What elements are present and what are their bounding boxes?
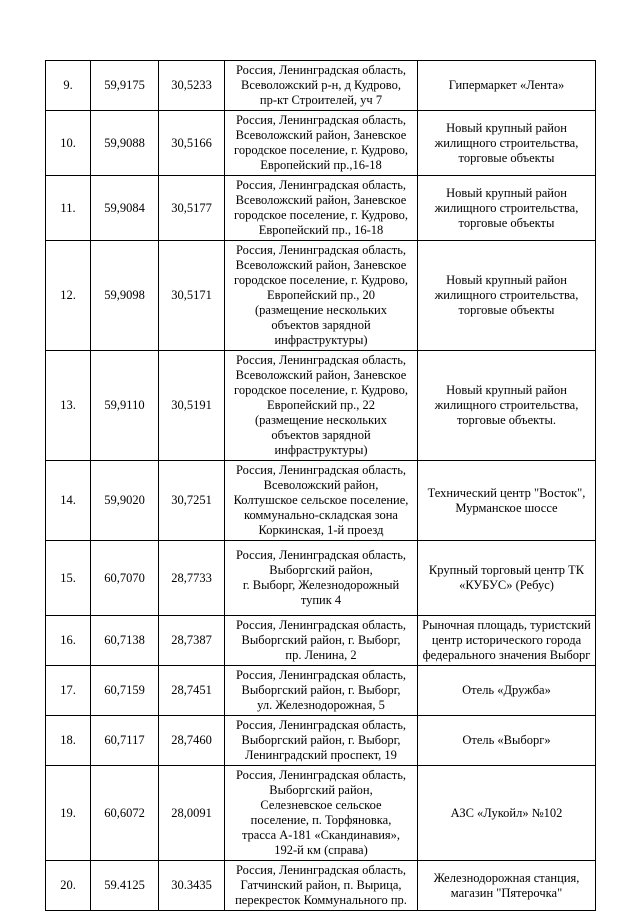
longitude-cell: 30.3435 xyxy=(159,861,225,911)
address-cell xyxy=(225,461,418,541)
longitude-cell: 28,7733 xyxy=(159,541,225,616)
latitude-cell: 59,9110 xyxy=(91,351,159,461)
longitude-cell: 30,5177 xyxy=(159,176,225,241)
row-number-cell: 10. xyxy=(46,111,91,176)
address-line: объектов зарядной xyxy=(271,318,371,332)
address-line: Всеволожский район, Заневское xyxy=(235,193,407,207)
longitude-cell: 30,5233 xyxy=(159,61,225,111)
address-line: инфраструктуры) xyxy=(274,443,368,457)
address-line: поселение, п. Торфяновка, xyxy=(250,813,392,827)
longitude-cell: 28,0091 xyxy=(159,766,225,861)
object-line: центр исторического города xyxy=(431,633,582,647)
row-number-cell: 11. xyxy=(46,176,91,241)
table-row xyxy=(46,541,596,616)
object-cell xyxy=(418,461,596,541)
address-line: Россия, Ленинградская область, xyxy=(235,618,407,632)
latitude-cell: 59,9175 xyxy=(91,61,159,111)
object-cell xyxy=(418,351,596,461)
object-cell xyxy=(418,241,596,351)
address-line: Европейский пр., 16-18 xyxy=(258,223,384,237)
address-line: городское поселение, г. Кудрово, xyxy=(234,208,408,222)
latitude-cell: 59,9098 xyxy=(91,241,159,351)
object-line: Железнодорожная станция, xyxy=(433,870,580,885)
object-cell xyxy=(418,616,596,666)
address-line: пр-кт Строителей, уч 7 xyxy=(259,93,383,107)
address-line: Ленинградский проспект, 19 xyxy=(245,748,397,762)
address-cell xyxy=(225,541,418,616)
object-cell xyxy=(418,861,596,911)
row-number-cell: 9. xyxy=(46,61,91,111)
address-line: Европейский пр.,16-18 xyxy=(260,158,382,172)
table-row xyxy=(46,616,596,666)
address-line: городское поселение, г. Кудрово, xyxy=(234,143,408,157)
address-line: Выборгский район, xyxy=(269,783,373,797)
object-line: Отель «Выборг» xyxy=(462,733,551,747)
row-number-cell: 13. xyxy=(46,351,91,461)
address-line: объектов зарядной xyxy=(271,428,371,442)
address-line: г. Выборг, Железнодорожный xyxy=(242,578,400,592)
address-line: Россия, Ленинградская область, xyxy=(235,863,407,877)
address-line: 192-й км (справа) xyxy=(274,843,368,857)
address-line: Выборгский район, xyxy=(269,563,373,577)
row-number-cell: 17. xyxy=(46,666,91,716)
object-line: АЗС «Лукойл» №102 xyxy=(450,805,563,820)
address-cell xyxy=(225,616,418,666)
table-row xyxy=(46,766,596,861)
object-line: Новый крупный район xyxy=(446,185,567,200)
address-line: перекресток Коммунального пр. xyxy=(235,893,407,907)
address-cell xyxy=(225,666,418,716)
table-row xyxy=(46,716,596,766)
row-number-cell: 19. xyxy=(46,766,91,861)
table-row xyxy=(46,351,596,461)
object-cell xyxy=(418,716,596,766)
address-line: Россия, Ленинградская область, xyxy=(235,243,407,257)
latitude-cell: 59,9088 xyxy=(91,111,159,176)
object-line: Крупный торговый центр ТК xyxy=(428,563,585,577)
row-number-cell: 14. xyxy=(46,461,91,541)
latitude-cell: 60,7138 xyxy=(91,616,159,666)
address-line: Гатчинский район, п. Вырица, xyxy=(240,878,402,892)
address-line: (размещение нескольких xyxy=(255,303,387,317)
address-line: Россия, Ленинградская область, xyxy=(235,668,407,682)
table-row xyxy=(46,461,596,541)
address-line: Колтушское сельское поселение, xyxy=(233,493,409,507)
longitude-cell: 28,7460 xyxy=(159,716,225,766)
address-line: Выборгский район, г. Выборг, xyxy=(241,733,401,747)
object-cell xyxy=(418,666,596,716)
longitude-cell: 30,5166 xyxy=(159,111,225,176)
object-line: жилищного строительства, xyxy=(434,398,579,412)
address-line: Россия, Ленинградская область, xyxy=(235,463,407,477)
address-line: Россия, Ленинградская область, xyxy=(235,353,407,367)
address-line: Россия, Ленинградская область, xyxy=(235,768,407,782)
object-line: «КУБУС» (Ребус) xyxy=(459,578,554,592)
address-line: Всеволожский район, Заневское xyxy=(235,368,407,382)
address-line: тупик 4 xyxy=(300,593,342,607)
object-cell xyxy=(418,766,596,861)
address-cell xyxy=(225,111,418,176)
longitude-cell: 28,7451 xyxy=(159,666,225,716)
object-line: торговые объекты xyxy=(458,303,555,317)
address-cell xyxy=(225,716,418,766)
table-body xyxy=(46,61,596,911)
object-cell xyxy=(418,541,596,616)
charging-stations-table xyxy=(45,60,596,911)
object-line: Гипермаркет «Лента» xyxy=(448,78,565,92)
row-number-cell: 16. xyxy=(46,616,91,666)
table-row xyxy=(46,176,596,241)
address-cell xyxy=(225,351,418,461)
address-line: Всеволожский район, Заневское xyxy=(235,258,407,272)
object-cell xyxy=(418,111,596,176)
row-number-cell: 15. xyxy=(46,541,91,616)
address-line: пр. Ленина, 2 xyxy=(285,648,357,662)
object-line: Отель «Дружба» xyxy=(462,683,551,697)
address-cell xyxy=(225,61,418,111)
longitude-cell: 30,5171 xyxy=(159,241,225,351)
row-number-cell: 20. xyxy=(46,861,91,911)
address-line: трасса А-181 «Скандинавия», xyxy=(241,828,401,842)
address-cell xyxy=(225,176,418,241)
table-row xyxy=(46,61,596,111)
latitude-cell: 59,9084 xyxy=(91,176,159,241)
object-line: торговые объекты xyxy=(458,215,555,230)
row-number-cell: 12. xyxy=(46,241,91,351)
address-line: Европейский пр., 22 xyxy=(267,398,375,412)
longitude-cell: 30,7251 xyxy=(159,461,225,541)
object-line: жилищного строительства, xyxy=(434,135,579,150)
object-cell xyxy=(418,61,596,111)
latitude-cell: 60,6072 xyxy=(91,766,159,861)
longitude-cell: 30,5191 xyxy=(159,351,225,461)
address-cell xyxy=(225,241,418,351)
object-line: жилищного строительства, xyxy=(434,200,579,215)
address-line: Россия, Ленинградская область, xyxy=(235,178,407,192)
longitude-cell: 28,7387 xyxy=(159,616,225,666)
object-line: торговые объекты xyxy=(458,150,555,165)
address-line: Всеволожский район, Заневское xyxy=(235,128,407,142)
address-line: Селезневское сельское xyxy=(260,798,382,812)
latitude-cell: 60,7117 xyxy=(91,716,159,766)
address-line: Всеволожский р-н, д Кудрово, xyxy=(241,78,401,92)
latitude-cell: 60,7159 xyxy=(91,666,159,716)
address-line: коммунально-складская зона xyxy=(244,508,398,522)
address-line: Всеволожский район, xyxy=(263,478,379,492)
address-line: Россия, Ленинградская область, xyxy=(235,113,407,127)
row-number-cell: 18. xyxy=(46,716,91,766)
address-line: ул. Железнодорожная, 5 xyxy=(257,698,385,712)
object-line: жилищного строительства, xyxy=(434,288,579,302)
object-line: Новый крупный район xyxy=(446,273,567,287)
table-row xyxy=(46,241,596,351)
address-line: городское поселение, г. Кудрово, xyxy=(234,383,408,397)
object-line: Мурманское шоссе xyxy=(455,500,558,515)
latitude-cell: 60,7070 xyxy=(91,541,159,616)
address-line: инфраструктуры) xyxy=(274,333,368,347)
object-line: федерального значения Выборг xyxy=(422,648,591,662)
address-cell xyxy=(225,861,418,911)
address-line: (размещение нескольких xyxy=(255,413,387,427)
table-row xyxy=(46,666,596,716)
address-line: Россия, Ленинградская область, xyxy=(235,63,407,77)
address-line: городское поселение, г. Кудрово, xyxy=(234,273,408,287)
object-line: Технический центр "Восток", xyxy=(427,485,586,500)
object-cell xyxy=(418,176,596,241)
object-line: магазин "Пятерочка" xyxy=(450,885,563,900)
object-line: Рыночная площадь, туристский xyxy=(422,618,591,632)
address-line: Выборгский район, г. Выборг, xyxy=(241,683,401,697)
latitude-cell: 59,9020 xyxy=(91,461,159,541)
address-line: Россия, Ленинградская область, xyxy=(235,548,407,562)
object-line: торговые объекты. xyxy=(456,413,557,427)
object-line: Новый крупный район xyxy=(446,120,567,135)
address-line: Коркинская, 1-й проезд xyxy=(258,523,384,537)
table-row xyxy=(46,111,596,176)
address-cell xyxy=(225,766,418,861)
latitude-cell: 59.4125 xyxy=(91,861,159,911)
address-line: Выборгский район, г. Выборг, xyxy=(241,633,401,647)
address-line: Россия, Ленинградская область, xyxy=(235,718,407,732)
table-row xyxy=(46,861,596,911)
object-line: Новый крупный район xyxy=(446,383,567,397)
address-line: Европейский пр., 20 xyxy=(267,288,375,302)
